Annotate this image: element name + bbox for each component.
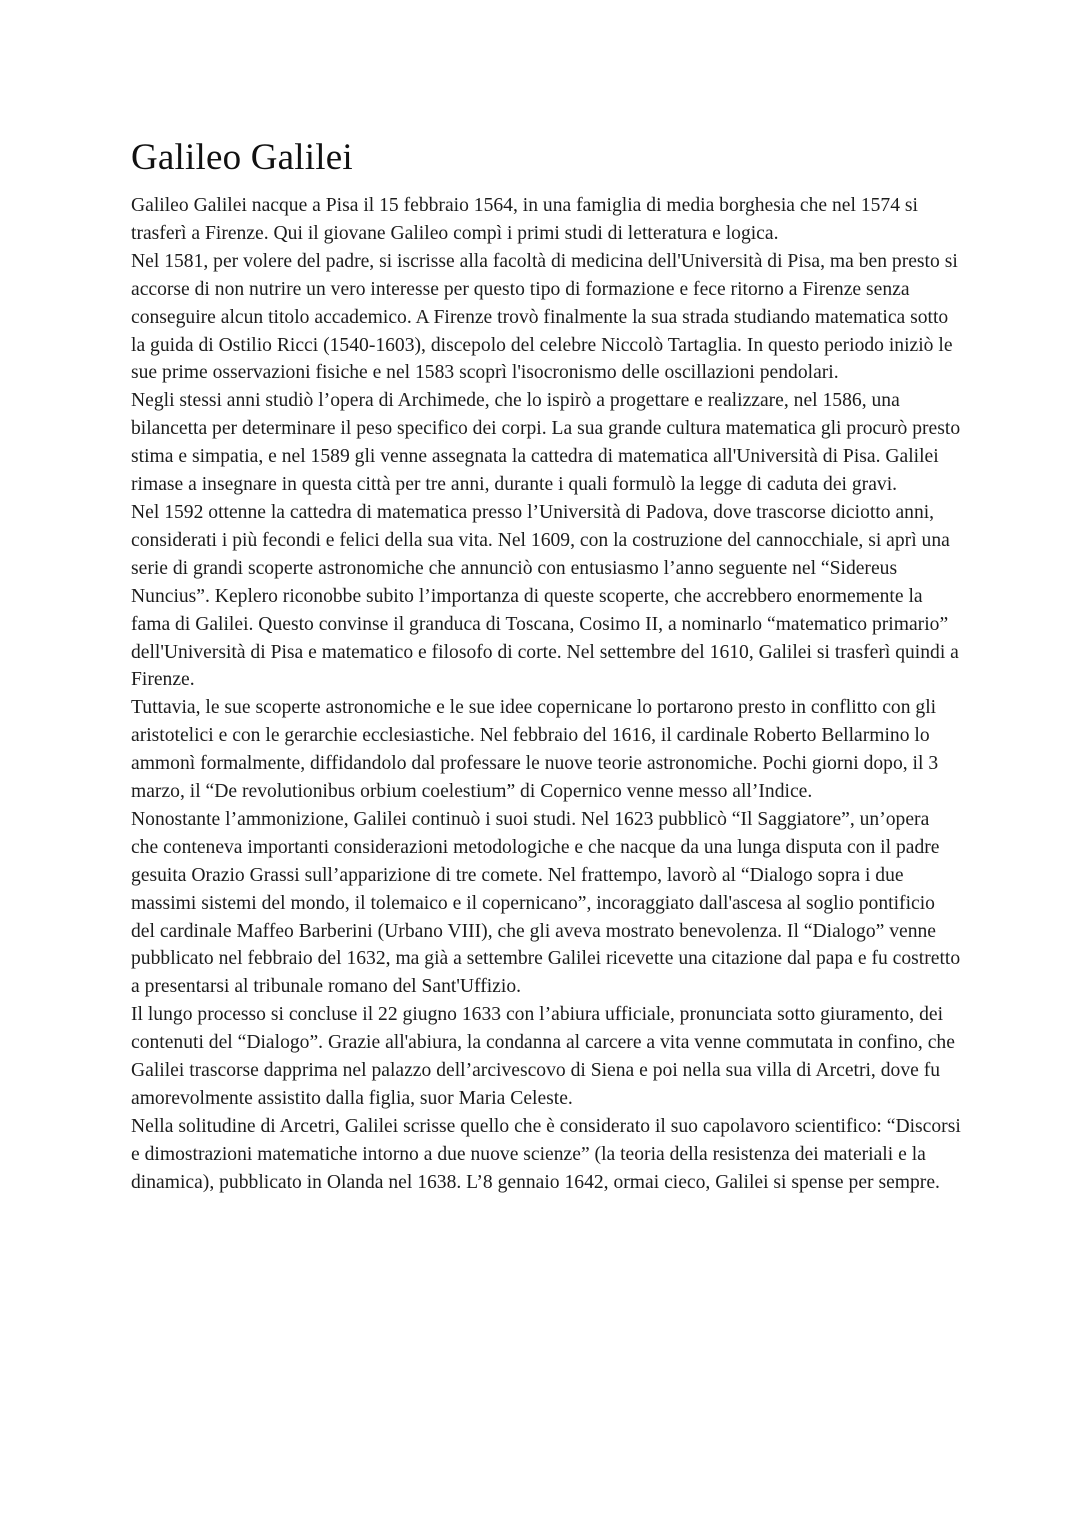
paragraph-trial: Il lungo processo si concluse il 22 giugno 1633 con l’abiura ufficiale, pronunciata sotto giuramento, dei contenuti del “Dialogo”. Grazie all'abiura, la condanna al carcere a vita venne commutata in confino, che Galilei trascorse dapprima nel palazzo dell’arcivescovo di Siena e poi nella sua villa di Arcetri, dove fu amorevolmente assistito dalla figlia, suor Maria Celeste. xyxy=(131,1004,955,1109)
paragraph-conflict: Tuttavia, le sue scoperte astronomiche e le sue idee copernicane lo portarono presto in conflitto con gli aristotelici e con le gerarchie ecclesiastiche. Nel febbraio del 1616, il cardinale Roberto Bellarmino lo ammonì formalmente, diffidandolo dal professare le nuove teorie astronomiche. Pochi giorni dopo, il 3 marzo, il “De revolutionibus orbium coelestium” di Copernico venne messo all’Indice. xyxy=(131,697,939,803)
paragraph-pisa-chair: Negli stessi anni studiò l’opera di Archimede, che lo ispirò a progettare e realizzare, nel 1586, una bilancetta per determinare il peso specifico dei corpi. La sua grande cultura matematica gli procurò presto stima e simpatia, e nel 1589 gli venne assegnata la cattedra di matematica all'Università di Pisa. Galilei rimase a insegnare in questa città per tre anni, durante i quali formulò la legge di caduta dei gravi. xyxy=(131,390,961,496)
paragraph-education: Nel 1581, per volere del padre, si iscrisse alla facoltà di medicina dell'Università di Pisa, ma ben presto si accorse di non nutrire un vero interesse per questo tipo di formazione e fece ritorno a Firenze senza conseguire alcun titolo accademico. A Firenze trovò finalmente la sua strada studiando matematica sotto la guida di Ostilio Ricci (1540-1603), discepolo del celebre Niccolò Tartaglia. In questo periodo iniziò le sue prime osservazioni fisiche e nel 1583 scoprì l'isocronismo delle oscillazioni pendolari. xyxy=(131,250,958,384)
document-body xyxy=(131,136,961,1197)
page-title: Galileo Galilei xyxy=(131,137,353,178)
paragraph-birth: Galileo Galilei nacque a Pisa il 15 febbraio 1564, in una famiglia di media borghesia che nel 1574 si trasferì a Firenze. Qui il giovane Galileo compì i primi studi di letteratura e logica. xyxy=(131,195,918,244)
paragraph-arcetri: Nella solitudine di Arcetri, Galilei scrisse quello che è considerato il suo capolavoro scientifico: “Discorsi e dimostrazioni matematiche intorno a due nuove scienze” (la teoria della resistenza dei materiali e la dinamica), pubblicato in Olanda nel 1638. L’8 gennaio 1642, ormai cieco, Galilei si spense per sempre. xyxy=(131,1115,961,1193)
paragraph-dialogo: Nonostante l’ammonizione, Galilei continuò i suoi studi. Nel 1623 pubblicò “Il Saggiatore”, un’opera che conteneva importanti considerazioni metodologiche e che nacque da una lunga disputa con il padre gesuita Orazio Grassi sull’apparizione di tre comete. Nel frattempo, lavorò al “Dialogo sopra i due massimi sistemi del mondo, il tolemaico e il copernicano”, incoraggiato dall'ascesa al soglio pontificio del cardinale Maffeo Barberini (Urbano VIII), che gli aveva mostrato benevolenza. Il “Dialogo” venne pubblicato nel febbraio del 1632, ma già a settembre Galilei ricevette una citazione dal papa e fu costretto a presentarsi al tribunale romano del Sant'Uffizio. xyxy=(131,808,961,998)
paragraph-padova: Nel 1592 ottenne la cattedra di matematica presso l’Università di Padova, dove trascorse diciotto anni, considerati i più fecondi e felici della sua vita. Nel 1609, con la costruzione del cannocchiale, si aprì una serie di grandi scoperte astronomiche che annunciò con entusiasmo l’anno seguente nel “Sidereus Nuncius”. Keplero riconobbe subito l’importanza di queste scoperte, che accrebbero enormemente la fama di Galilei. Questo convinse il granduca di Toscana, Cosimo II, a nominarlo “matematico primario” dell'Università di Pisa e matematico e filosofo di corte. Nel settembre del 1610, Galilei si trasferì quindi a Firenze. xyxy=(131,501,959,691)
